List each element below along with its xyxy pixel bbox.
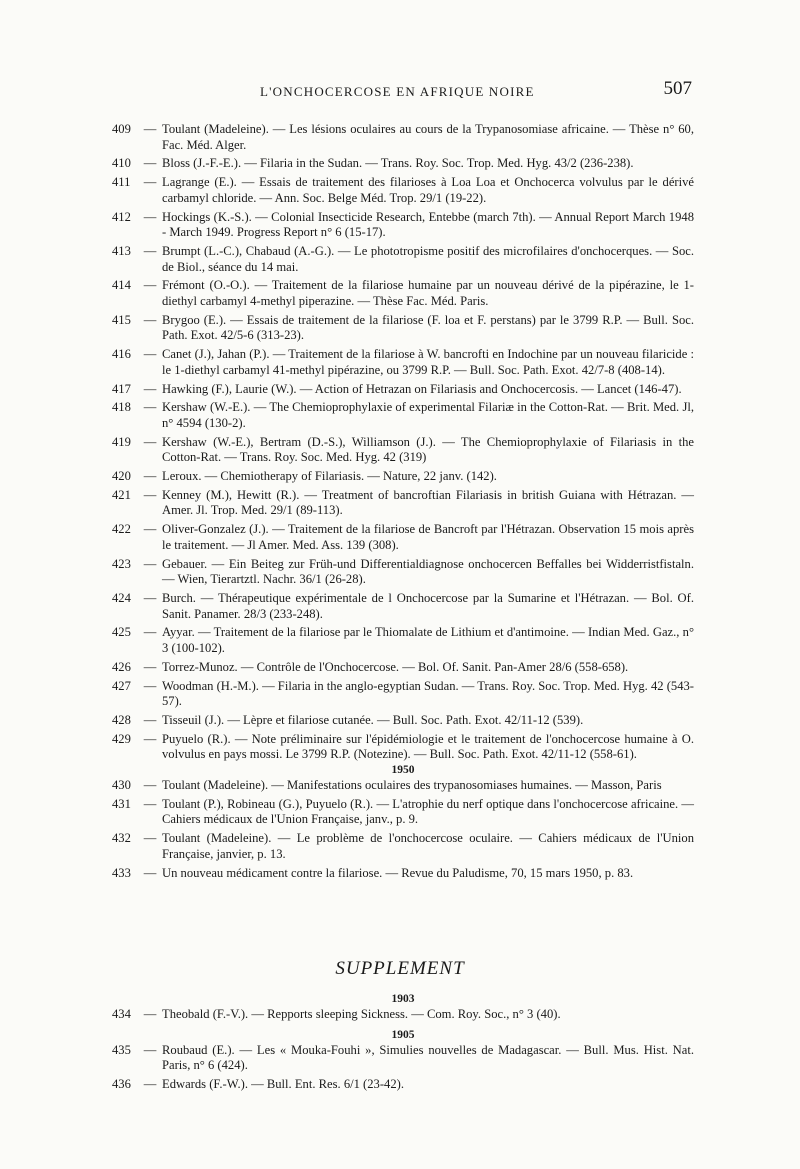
entry-number: 426 xyxy=(112,659,131,674)
bibliography-entry: 412 — Hockings (K.-S.). — Colonial Insecticide Research, Entebbe (march 7th). — Annual Report March 1948 - March 1949. Progress Report n° 6 (15-17). xyxy=(112,209,694,240)
entry-number: 414 xyxy=(112,278,131,293)
entry-text: Torrez-Munoz. — Contrôle de l'Onchocercose. — Bol. Of. Sanit. Pan-Amer 28/6 (558-658). xyxy=(162,659,629,674)
bibliography-entry: 418 — Kershaw (W.-E.). — The Chemioprophylaxie of experimental Filariæ in the Cotton-Rat. — Brit. Med. Jl, n° 4594 (130-2). xyxy=(112,400,694,430)
entry-number: 423 xyxy=(112,556,131,571)
bibliography-list xyxy=(112,122,694,881)
bibliography-entry: 414 — Frémont (O.-O.). — Traitement de la filariose humaine par un nouveau dérivé de la pipérazine, le 1-diethyl carbamyl 4-methyl piperazine. — Thèse Fac. Méd. Paris. xyxy=(112,278,694,309)
bibliography-entry: 422 — Oliver-Gonzalez (J.). — Traitement de la filariose de Bancroft par l'Hétrazan. Observation 15 mois après le traitement. — Jl Amer. Med. Ass. 139 (308). xyxy=(112,522,694,552)
bibliography-entry: 424 — Burch. — Thérapeutique expérimentale de l Onchocercose par la Sumarine et l'Hétrazan. — Bol. Of. Sanit. Panamer. 28/3 (233-248). xyxy=(112,590,694,621)
entry-number: 416 xyxy=(112,347,131,362)
bibliography-entry: 419 — Kershaw (W.-E.), Bertram (D.-S.), Williamson (J.). — The Chemioprophylaxie of Filariasis in the Cotton-Rat. — Trans. Roy. Soc. Med. Hyg. 42 (319) xyxy=(112,434,694,465)
entry-text: Brumpt (L.-C.), Chabaud (A.-G.). — Le phototropisme positif des microfilaires d'onchocerques. — Soc. de Biol., séance du 14 mai. xyxy=(162,243,694,274)
entry-number: 433 xyxy=(112,865,131,880)
page-number: 507 xyxy=(663,78,692,99)
entry-number: 432 xyxy=(112,831,131,846)
entry-text: Hawking (F.), Laurie (W.). — Action of Hetrazan on Filariasis and Onchocercosis. — Lancet (146-47). xyxy=(162,381,682,396)
bibliography-entry: 421 — Kenney (M.), Hewitt (R.). — Treatment of bancroftian Filariasis in british Guiana with Hétrazan. — Amer. Jl. Trop. Med. 29/1 (89-113). xyxy=(112,487,694,518)
bibliography-entry: 423 — Gebauer. — Ein Beiteg zur Früh-und Differentialdiagnose onchocercen Beffalles bei Widderristfistaln. — Wien, Tierartztl. Nachr. 36/1 (26-28). xyxy=(112,556,694,587)
entry-text: Toulant (Madeleine). — Les lésions oculaires au cours de la Trypanosomiase africaine. — Thèse n° 60, Fac. Méd. Alger. xyxy=(162,122,694,152)
bibliography-entry: 411 — Lagrange (E.). — Essais de traitement des filarioses à Loa Loa et Onchocerca volvulus par le dérivé carbamyl chloride. — Ann. Soc. Belge Méd. Trop. 29/1 (19-22). xyxy=(112,175,694,205)
bibliography-entry: 434 — Theobald (F.-V.). — Repports sleeping Sickness. — Com. Roy. Soc., n° 3 (40). xyxy=(112,1007,694,1023)
entry-number: 422 xyxy=(112,522,131,537)
entry-text: Theobald (F.-V.). — Repports sleeping Sickness. — Com. Roy. Soc., n° 3 (40). xyxy=(162,1007,561,1021)
entry-text: Oliver-Gonzalez (J.). — Traitement de la filariose de Bancroft par l'Hétrazan. Observation 15 mois après le traitement. — Jl Amer. Med. Ass. 139 (308). xyxy=(162,522,694,552)
bibliography-entry: 427 — Woodman (H.-M.). — Filaria in the anglo-egyptian Sudan. — Trans. Roy. Soc. Trop. Med. Hyg. 42 (543-57). xyxy=(112,678,694,709)
entry-text: Puyuelo (R.). — Note préliminaire sur l'épidémiologie et le traitement de l'onchocercose humaine à O. volvulus en pays mossi. Le 3799 R.P. (Notezine). — Bull. Soc. Path. Exot. 42/11-12 (558-61). xyxy=(162,731,694,762)
bibliography-entry: 430 — Toulant (Madeleine). — Manifestations oculaires des trypanosomiases humaines. — Masson, Paris xyxy=(112,778,694,794)
entry-text: Brygoo (E.). — Essais de traitement de la filariose (F. loa et F. perstans) par le 3799 R.P. — Bull. Soc. Path. Exot. 42/5-6 (313-23). xyxy=(162,312,694,343)
entry-text: Lagrange (E.). — Essais de traitement des filarioses à Loa Loa et Onchocerca volvulus par le dérivé carbamyl chloride. — Ann. Soc. Belge Méd. Trop. 29/1 (19-22). xyxy=(162,175,694,205)
entry-number: 412 xyxy=(112,209,131,224)
page-header xyxy=(112,78,692,108)
running-title: L'ONCHOCERCOSE EN AFRIQUE NOIRE xyxy=(260,84,535,99)
entry-number: 413 xyxy=(112,243,131,258)
entry-text: Tisseuil (J.). — Lèpre et filariose cutanée. — Bull. Soc. Path. Exot. 42/11-12 (539). xyxy=(162,712,584,727)
entry-number: 430 xyxy=(112,778,131,793)
bibliography-entry: 413 — Brumpt (L.-C.), Chabaud (A.-G.). — Le phototropisme positif des microfilaires d'onchocerques. — Soc. de Biol., séance du 14 mai. xyxy=(112,243,694,274)
year-heading: 1905 xyxy=(391,1028,415,1041)
entry-text: Toulant (Madeleine). — Manifestations oculaires des trypanosomiases humaines. — Masson, Paris xyxy=(162,778,662,793)
entry-text: Un nouveau médicament contre la filariose. — Revue du Paludisme, 70, 15 mars 1950, p. 83. xyxy=(162,865,634,880)
supplement-heading: SUPPLEMENT xyxy=(335,958,465,979)
entry-number: 434 xyxy=(112,1007,131,1021)
entry-text: Kershaw (W.-E.), Bertram (D.-S.), Williamson (J.). — The Chemioprophylaxie of Filariasis in the Cotton-Rat. — Trans. Roy. Soc. Med. Hyg. 42 (319) xyxy=(162,434,694,465)
bibliography-entry: 433 — Un nouveau médicament contre la filariose. — Revue du Paludisme, 70, 15 mars 1950, p. 83. xyxy=(112,866,694,882)
entry-number: 427 xyxy=(112,678,131,693)
bibliography-entry: 410 — Bloss (J.-F.-E.). — Filaria in the Sudan. — Trans. Roy. Soc. Trop. Med. Hyg. 43/2 (236-238). xyxy=(112,156,694,172)
entry-number: 435 xyxy=(112,1042,131,1057)
bibliography-entry: 429 — Puyuelo (R.). — Note préliminaire sur l'épidémiologie et le traitement de l'onchocercose humaine à O. volvulus en pays mossi. Le 3799 R.P. (Notezine). — Bull. Soc. Path. Exot. 42/11-12 (558-61). xyxy=(112,731,694,762)
bibliography-entry: 409 — Toulant (Madeleine). — Les lésions oculaires au cours de la Trypanosomiase africaine. — Thèse n° 60, Fac. Méd. Alger. xyxy=(112,122,694,152)
bibliography-entry: 432 — Toulant (Madeleine). — Le problème de l'onchocercose oculaire. — Cahiers médicaux de l'Union Française, janvier, p. 13. xyxy=(112,831,694,861)
entry-text: Kershaw (W.-E.). — The Chemioprophylaxie of experimental Filariæ in the Cotton-Rat. — Brit. Med. Jl, n° 4594 (130-2). xyxy=(162,400,694,430)
entry-text: Canet (J.), Jahan (P.). — Traitement de la filariose à W. bancrofti en Indochine par un nouveau filaricide : le 1-diethyl carbamyl 41-methyl pipérazine, ou 3799 R.P. — Bull. Soc. Path. Exot. 42/7-8 (408-14). xyxy=(162,347,694,377)
entry-number: 428 xyxy=(112,712,131,727)
entry-text: Frémont (O.-O.). — Traitement de la filariose humaine par un nouveau dérivé de la pipérazine, le 1-diethyl carbamyl 4-methyl piperazine. — Thèse Fac. Méd. Paris. xyxy=(162,278,694,309)
bibliography-entry: 420 — Leroux. — Chemiotherapy of Filariasis. — Nature, 22 janv. (142). xyxy=(112,469,694,485)
entry-number: 420 xyxy=(112,469,131,484)
entry-text: Bloss (J.-F.-E.). — Filaria in the Sudan. — Trans. Roy. Soc. Trop. Med. Hyg. 43/2 (236-238). xyxy=(162,156,634,171)
year-heading: 1903 xyxy=(391,993,415,1005)
entry-text: Toulant (Madeleine). — Le problème de l'onchocercose oculaire. — Cahiers médicaux de l'Union Française, janvier, p. 13. xyxy=(162,831,694,861)
entry-text: Hockings (K.-S.). — Colonial Insecticide Research, Entebbe (march 7th). — Annual Report March 1948 - March 1949. Progress Report n° 6 (15-17). xyxy=(162,209,694,240)
entry-number: 431 xyxy=(112,796,131,811)
bibliography-entry: 435 — Roubaud (E.). — Les « Mouka-Fouhi », Simulies nouvelles de Madagascar. — Bull. Mus. Hist. Nat. Paris, n° 6 (424). xyxy=(112,1042,694,1073)
entry-number: 410 xyxy=(112,156,131,171)
bibliography-entry: 436 — Edwards (F.-W.). — Bull. Ent. Res. 6/1 (23-42). xyxy=(112,1077,694,1093)
entry-number: 418 xyxy=(112,400,131,415)
entry-number: 421 xyxy=(112,487,131,502)
entry-number: 436 xyxy=(112,1077,131,1092)
entry-text: Kenney (M.), Hewitt (R.). — Treatment of bancroftian Filariasis in british Guiana with Hétrazan. — Amer. Jl. Trop. Med. 29/1 (89-113). xyxy=(162,487,694,518)
supplement-list xyxy=(112,992,694,1093)
entry-text: Woodman (H.-M.). — Filaria in the anglo-egyptian Sudan. — Trans. Roy. Soc. Trop. Med. Hyg. 42 (543-57). xyxy=(162,678,694,709)
bibliography-entry: 426 — Torrez-Munoz. — Contrôle de l'Onchocercose. — Bol. Of. Sanit. Pan-Amer 28/6 (558-658). xyxy=(112,660,694,676)
bibliography-entry: 415 — Brygoo (E.). — Essais de traitement de la filariose (F. loa et F. perstans) par le 3799 R.P. — Bull. Soc. Path. Exot. 42/5-6 (313-23). xyxy=(112,312,694,343)
bibliography-entry: 417 — Hawking (F.), Laurie (W.). — Action of Hetrazan on Filariasis and Onchocercosis. — Lancet (146-47). xyxy=(112,382,694,398)
bibliography-entry: 425 — Ayyar. — Traitement de la filariose par le Thiomalate de Lithium et d'antimoine. — Indian Med. Gaz., n° 3 (100-102). xyxy=(112,625,694,656)
entry-number: 409 xyxy=(112,122,131,136)
entry-text: Ayyar. — Traitement de la filariose par le Thiomalate de Lithium et d'antimoine. — Indian Med. Gaz., n° 3 (100-102). xyxy=(162,625,694,656)
entry-text: Burch. — Thérapeutique expérimentale de l Onchocercose par la Sumarine et l'Hétrazan. — Bol. Of. Sanit. Panamer. 28/3 (233-248). xyxy=(162,590,694,621)
entry-number: 417 xyxy=(112,381,131,396)
bibliography-entry: 428 — Tisseuil (J.). — Lèpre et filariose cutanée. — Bull. Soc. Path. Exot. 42/11-12 (539). xyxy=(112,713,694,729)
year-heading: 1950 xyxy=(391,764,415,777)
bibliography-entry: 431 — Toulant (P.), Robineau (G.), Puyuelo (R.). — L'atrophie du nerf optique dans l'onchocercose africaine. — Cahiers médicaux de l'Union Française, janv., p. 9. xyxy=(112,796,694,827)
entry-text: Roubaud (E.). — Les « Mouka-Fouhi », Simulies nouvelles de Madagascar. — Bull. Mus. Hist. Nat. Paris, n° 6 (424). xyxy=(162,1042,694,1073)
entry-number: 419 xyxy=(112,434,131,449)
entry-text: Gebauer. — Ein Beiteg zur Früh-und Differentialdiagnose onchocercen Beffalles bei Widderristfistaln. — Wien, Tierartztl. Nachr. 36/1 (26-28). xyxy=(162,556,694,587)
bibliography-entry: 416 — Canet (J.), Jahan (P.). — Traitement de la filariose à W. bancrofti en Indochine par un nouveau filaricide : le 1-diethyl carbamyl 41-methyl pipérazine, ou 3799 R.P. — Bull. Soc. Path. Exot. 42/7-8 (408-14). xyxy=(112,347,694,377)
entry-number: 425 xyxy=(112,625,131,640)
entry-text: Leroux. — Chemiotherapy of Filariasis. — Nature, 22 janv. (142). xyxy=(162,469,497,484)
entry-text: Edwards (F.-W.). — Bull. Ent. Res. 6/1 (23-42). xyxy=(162,1077,404,1092)
entry-number: 411 xyxy=(112,175,131,190)
entry-number: 415 xyxy=(112,312,131,327)
entry-number: 424 xyxy=(112,590,131,605)
entry-text: Toulant (P.), Robineau (G.), Puyuelo (R.). — L'atrophie du nerf optique dans l'onchocercose africaine. — Cahiers médicaux de l'Union Française, janv., p. 9. xyxy=(162,796,694,827)
entry-number: 429 xyxy=(112,731,131,746)
